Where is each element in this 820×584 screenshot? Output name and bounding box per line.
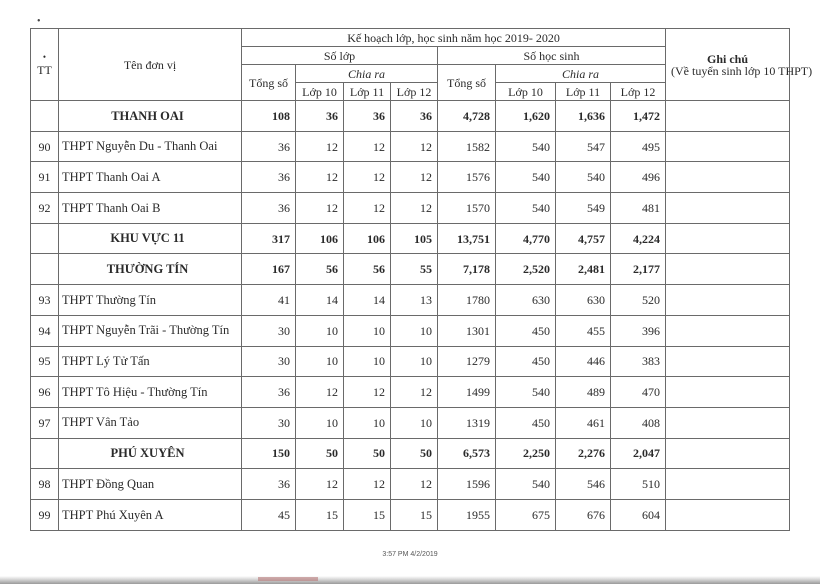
- students-grade12-cell: 1,472: [611, 101, 666, 132]
- students-grade10-cell: 4,770: [496, 223, 556, 254]
- note-subtitle: (Về tuyển sinh lớp 10 THPT): [671, 63, 813, 78]
- students-total-cell: 1576: [438, 162, 496, 193]
- students-grade10-cell: 450: [496, 315, 556, 346]
- students-grade11-cell: 2,481: [556, 254, 611, 285]
- students-grade10-cell: 450: [496, 346, 556, 377]
- unit-name-cell: THPT Phú Xuyên A: [59, 499, 242, 530]
- classes-grade12-cell: 55: [391, 254, 438, 285]
- students-grade12-header: Lớp 12: [611, 83, 666, 101]
- students-grade10-cell: 540: [496, 131, 556, 162]
- students-total-header: Tổng số: [438, 65, 496, 101]
- classes-grade12-cell: 50: [391, 438, 438, 469]
- classes-grade10-cell: 10: [296, 346, 344, 377]
- students-total-cell: 1301: [438, 315, 496, 346]
- table-header: [31, 29, 813, 101]
- group-row: [31, 438, 790, 469]
- classes-grade12-cell: 12: [391, 162, 438, 193]
- students-grade12-cell: 2,047: [611, 438, 666, 469]
- students-grade10-cell: 2,520: [496, 254, 556, 285]
- students-grade12-cell: 481: [611, 193, 666, 224]
- classes-grade12-cell: 10: [391, 315, 438, 346]
- students-grade11-header: Lớp 11: [556, 83, 611, 101]
- students-grade11-cell: 546: [556, 469, 611, 500]
- scan-edge: [0, 576, 820, 584]
- classes-grade10-cell: 12: [296, 162, 344, 193]
- students-grade11-cell: 630: [556, 285, 611, 316]
- students-grade11-cell: 676: [556, 499, 611, 530]
- students-total-cell: 6,573: [438, 438, 496, 469]
- classes-total-cell: 317: [242, 223, 296, 254]
- note-cell: [666, 377, 790, 408]
- stamp-mark: [258, 577, 318, 581]
- classes-grade11-cell: 106: [344, 223, 391, 254]
- classes-grade10-cell: 12: [296, 131, 344, 162]
- plan-title-header: Kế hoạch lớp, học sinh năm học 2019- 2020: [242, 29, 666, 47]
- students-grade11-cell: 461: [556, 407, 611, 438]
- unit-name-cell: THPT Nguyễn Du - Thanh Oai: [59, 131, 242, 162]
- students-grade12-cell: 408: [611, 407, 666, 438]
- school-row: [31, 499, 790, 530]
- students-grade11-cell: 489: [556, 377, 611, 408]
- students-grade11-cell: 540: [556, 162, 611, 193]
- classes-grade11-cell: 12: [344, 469, 391, 500]
- classes-group-header: Số lớp: [242, 47, 438, 65]
- students-grade11-cell: 1,636: [556, 101, 611, 132]
- students-grade12-cell: 604: [611, 499, 666, 530]
- table-body: [31, 101, 790, 531]
- classes-grade12-cell: 105: [391, 223, 438, 254]
- unit-name-cell: THPT Vân Tảo: [59, 407, 242, 438]
- students-grade12-cell: 2,177: [611, 254, 666, 285]
- group-row: [31, 223, 790, 254]
- students-grade10-cell: 1,620: [496, 101, 556, 132]
- classes-grade10-cell: 56: [296, 254, 344, 285]
- students-grade11-cell: 455: [556, 315, 611, 346]
- tt-cell: 90: [31, 131, 59, 162]
- note-cell: [666, 193, 790, 224]
- unit-name-cell: THPT Lý Tử Tấn: [59, 346, 242, 377]
- students-grade10-cell: 630: [496, 285, 556, 316]
- students-grade11-cell: 2,276: [556, 438, 611, 469]
- classes-grade10-cell: 12: [296, 377, 344, 408]
- unit-name-cell: THPT Thanh Oai A: [59, 162, 242, 193]
- classes-grade11-cell: 10: [344, 346, 391, 377]
- students-group-header: Số học sinh: [438, 47, 666, 65]
- classes-total-cell: 36: [242, 162, 296, 193]
- note-cell: [666, 407, 790, 438]
- scan-mark: •: [37, 16, 41, 27]
- classes-grade11-cell: 12: [344, 162, 391, 193]
- classes-total-cell: 36: [242, 377, 296, 408]
- school-row: [31, 407, 790, 438]
- classes-grade10-cell: 106: [296, 223, 344, 254]
- classes-total-cell: 36: [242, 131, 296, 162]
- classes-total-cell: 36: [242, 469, 296, 500]
- group-row: [31, 254, 790, 285]
- school-row: [31, 377, 790, 408]
- classes-grade11-cell: 56: [344, 254, 391, 285]
- students-grade12-cell: 496: [611, 162, 666, 193]
- tt-cell: [31, 223, 59, 254]
- students-grade10-cell: 540: [496, 193, 556, 224]
- students-grade12-cell: 4,224: [611, 223, 666, 254]
- students-grade11-cell: 446: [556, 346, 611, 377]
- students-total-cell: 7,178: [438, 254, 496, 285]
- unit-name-cell: PHÚ XUYÊN: [59, 438, 242, 469]
- students-total-cell: 1955: [438, 499, 496, 530]
- tt-cell: [31, 254, 59, 285]
- school-row: [31, 315, 790, 346]
- students-grade12-cell: 495: [611, 131, 666, 162]
- note-cell: [666, 315, 790, 346]
- unit-name-cell: THPT Đồng Quan: [59, 469, 242, 500]
- students-grade10-cell: 540: [496, 377, 556, 408]
- classes-total-cell: 108: [242, 101, 296, 132]
- students-grade12-cell: 520: [611, 285, 666, 316]
- tt-cell: 96: [31, 377, 59, 408]
- classes-grade11-cell: 50: [344, 438, 391, 469]
- school-row: [31, 162, 790, 193]
- classes-grade12-cell: 10: [391, 407, 438, 438]
- tt-cell: 98: [31, 469, 59, 500]
- note-cell: [666, 469, 790, 500]
- classes-grade11-cell: 12: [344, 131, 391, 162]
- classes-total-header: Tổng số: [242, 65, 296, 101]
- note-cell: [666, 285, 790, 316]
- classes-total-cell: 30: [242, 346, 296, 377]
- students-grade12-cell: 470: [611, 377, 666, 408]
- students-grade11-cell: 547: [556, 131, 611, 162]
- classes-grade11-cell: 15: [344, 499, 391, 530]
- classes-total-cell: 30: [242, 315, 296, 346]
- students-grade12-cell: 396: [611, 315, 666, 346]
- school-row: [31, 193, 790, 224]
- class-student-plan-table: [30, 28, 813, 531]
- note-cell: [666, 438, 790, 469]
- classes-grade11-header: Lớp 11: [344, 83, 391, 101]
- classes-grade10-cell: 15: [296, 499, 344, 530]
- tt-cell: 92: [31, 193, 59, 224]
- tt-cell: [31, 438, 59, 469]
- classes-total-cell: 36: [242, 193, 296, 224]
- classes-grade11-cell: 12: [344, 377, 391, 408]
- school-row: [31, 469, 790, 500]
- classes-grade12-cell: 12: [391, 469, 438, 500]
- classes-grade10-header: Lớp 10: [296, 83, 344, 101]
- classes-grade11-cell: 14: [344, 285, 391, 316]
- classes-grade11-cell: 10: [344, 315, 391, 346]
- unit-name-cell: THPT Nguyễn Trãi - Thường Tín: [59, 315, 242, 346]
- students-grade10-header: Lớp 10: [496, 83, 556, 101]
- unit-name-cell: KHU VỰC 11: [59, 223, 242, 254]
- note-cell: [666, 346, 790, 377]
- classes-grade10-cell: 12: [296, 193, 344, 224]
- classes-breakdown-header: Chia ra: [296, 65, 438, 83]
- note-cell: [666, 162, 790, 193]
- note-cell: [666, 499, 790, 530]
- students-total-cell: 13,751: [438, 223, 496, 254]
- note-cell: [666, 254, 790, 285]
- print-timestamp: 3:57 PM 4/2/2019: [382, 551, 438, 558]
- tt-cell: 94: [31, 315, 59, 346]
- note-cell: [666, 101, 790, 132]
- students-total-cell: 1780: [438, 285, 496, 316]
- classes-grade10-cell: 12: [296, 469, 344, 500]
- unit-name-header: Tên đơn vị: [59, 29, 242, 101]
- school-row: [31, 285, 790, 316]
- students-grade12-cell: 383: [611, 346, 666, 377]
- classes-grade12-cell: 13: [391, 285, 438, 316]
- unit-name-cell: THƯỜNG TÍN: [59, 254, 242, 285]
- classes-grade10-cell: 10: [296, 407, 344, 438]
- note-cell: [666, 131, 790, 162]
- tt-cell: [31, 101, 59, 132]
- note-header: [666, 29, 813, 101]
- classes-total-cell: 150: [242, 438, 296, 469]
- unit-name-cell: THPT Tô Hiệu - Thường Tín: [59, 377, 242, 408]
- classes-grade10-cell: 10: [296, 315, 344, 346]
- students-grade12-cell: 510: [611, 469, 666, 500]
- tt-cell: 95: [31, 346, 59, 377]
- classes-grade11-cell: 10: [344, 407, 391, 438]
- classes-grade12-cell: 12: [391, 193, 438, 224]
- students-total-cell: 1499: [438, 377, 496, 408]
- students-total-cell: 1596: [438, 469, 496, 500]
- students-breakdown-header: Chia ra: [496, 65, 666, 83]
- classes-grade12-cell: 12: [391, 377, 438, 408]
- students-total-cell: 4,728: [438, 101, 496, 132]
- students-grade10-cell: 540: [496, 469, 556, 500]
- classes-grade10-cell: 14: [296, 285, 344, 316]
- students-grade10-cell: 675: [496, 499, 556, 530]
- students-total-cell: 1279: [438, 346, 496, 377]
- classes-grade11-cell: 12: [344, 193, 391, 224]
- students-grade10-cell: 540: [496, 162, 556, 193]
- students-total-cell: 1582: [438, 131, 496, 162]
- tt-cell: 93: [31, 285, 59, 316]
- classes-grade12-cell: 15: [391, 499, 438, 530]
- students-grade11-cell: 549: [556, 193, 611, 224]
- classes-total-cell: 30: [242, 407, 296, 438]
- tt-cell: 99: [31, 499, 59, 530]
- tt-cell: 91: [31, 162, 59, 193]
- classes-grade12-cell: 12: [391, 131, 438, 162]
- unit-name-cell: THANH OAI: [59, 101, 242, 132]
- school-row: [31, 346, 790, 377]
- school-row: [31, 131, 790, 162]
- classes-total-cell: 41: [242, 285, 296, 316]
- students-grade10-cell: 2,250: [496, 438, 556, 469]
- note-title: Ghi chú: [707, 51, 749, 66]
- tt-cell: 97: [31, 407, 59, 438]
- unit-name-cell: THPT Thường Tín: [59, 285, 242, 316]
- students-grade11-cell: 4,757: [556, 223, 611, 254]
- group-row: [31, 101, 790, 132]
- classes-total-cell: 45: [242, 499, 296, 530]
- students-total-cell: 1319: [438, 407, 496, 438]
- classes-total-cell: 167: [242, 254, 296, 285]
- classes-grade10-cell: 50: [296, 438, 344, 469]
- classes-grade11-cell: 36: [344, 101, 391, 132]
- tt-header: • TT: [31, 29, 59, 101]
- students-grade10-cell: 450: [496, 407, 556, 438]
- classes-grade12-cell: 10: [391, 346, 438, 377]
- classes-grade12-cell: 36: [391, 101, 438, 132]
- unit-name-cell: THPT Thanh Oai B: [59, 193, 242, 224]
- classes-grade10-cell: 36: [296, 101, 344, 132]
- classes-grade12-header: Lớp 12: [391, 83, 438, 101]
- note-cell: [666, 223, 790, 254]
- students-total-cell: 1570: [438, 193, 496, 224]
